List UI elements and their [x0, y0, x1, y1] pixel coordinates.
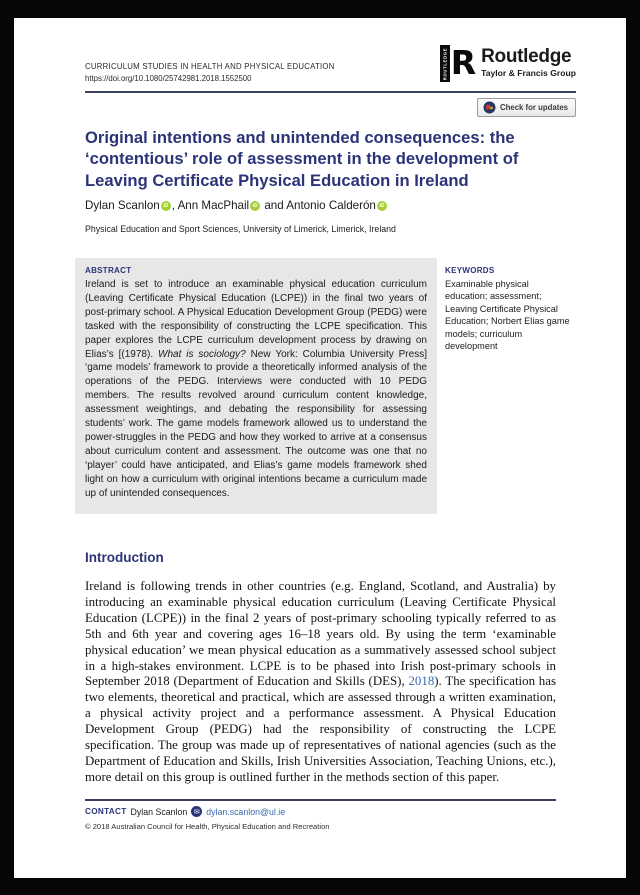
routledge-r-icon: R [450, 43, 477, 82]
author-line [85, 199, 577, 212]
orcid-icon[interactable]: iD [377, 201, 387, 211]
check-for-updates-label: Check for updates [499, 103, 568, 112]
contact-label: CONTACT [85, 807, 127, 816]
abstract-text [85, 278, 427, 501]
routledge-logo-strip-icon [440, 45, 450, 82]
orcid-icon[interactable]: iD [161, 201, 171, 211]
introduction-heading: Introduction [85, 550, 164, 565]
citation-link-des-2018[interactable]: 2018 [408, 674, 435, 689]
keywords-label: KEYWORDS [445, 266, 495, 275]
journal-name: CURRICULUM STUDIES IN HEALTH AND PHYSICAL EDUCATION [85, 62, 335, 71]
header-divider [85, 91, 576, 93]
intro-segment: ). The specification has two elements, theoretical and practical, which are assessed through a written examination, a physical activity project and a performance assessment. A Physical Education Development Group (PEDG) had the responsibility of constructing the LCPE specification. The group was made up of representatives of national agencies (such as the Department of Education and Skills, Irish Universities Association, Teaching Unions, etc.), more detail on this group is outlined further in the methods section of this paper. [85, 674, 556, 784]
abstract-box [75, 258, 437, 514]
author-name: Dylan Scanlon [85, 199, 160, 212]
abstract-segment: Ireland is set to introduce an examinable physical education curriculum (Leaving Certificate Physical Education (LCPE)) in the final two years of post-primary school. A Physical Education Development Group (PEDG) were tasked with the responsibility of constructing the LCPE specification. This paper explores the LCPE curriculum development process by drawing on Elias’s [(1978). [85, 279, 427, 360]
author-name: Antonio Calderón [286, 199, 376, 212]
abstract-book-title: What is sociology? [158, 348, 246, 360]
check-for-updates-button[interactable] [477, 98, 576, 117]
abstract-label: ABSTRACT [85, 266, 132, 275]
keywords-text: Examinable physical education; assessment; Leaving Certificate Physical Education; Norbert Elias game models; curriculum development [445, 279, 570, 352]
publisher-text-block [481, 45, 576, 78]
crossmark-icon [483, 101, 496, 114]
author-affiliation: Physical Education and Sport Sciences, University of Limerick, Limerick, Ireland [85, 224, 396, 234]
publisher-group: Taylor & Francis Group [481, 68, 576, 78]
doi-link[interactable]: https://doi.org/10.1080/25742981.2018.1552500 [85, 74, 252, 83]
intro-segment: Ireland is following trends in other countries (e.g. England, Scotland, and Australia) by introducing an examinable physical education curriculum (Leaving Certificate Physical Education (LCPE)) in the final 2 years of post-primary schooling typically referred to as 5th and 6th year and covering ages 16–18 years old. By using the term ‘examinable physical education’ we mean physical education as a summatively assessed school subject in a high-stakes environment. LCPE is to be phased into Irish post-primary schools in September 2018 (Department of Education and Skills (DES), [85, 579, 556, 689]
author-separator: and [261, 199, 287, 212]
email-icon[interactable]: ✉ [191, 806, 202, 817]
paper-page [14, 18, 626, 878]
author-name: Ann MacPhail [177, 199, 250, 212]
article-title: Original intentions and unintended consequences: the ‘contentious’ role of assessment in the development of Leaving Certificate Physical Education in Ireland [85, 128, 519, 190]
contact-email-link[interactable]: dylan.scanlon@ul.ie [206, 806, 286, 817]
contact-name: Dylan Scanlon [130, 806, 188, 817]
footer-divider [85, 799, 556, 801]
introduction-paragraph [85, 579, 556, 786]
routledge-vertical-text: ROUTLEDGE [442, 47, 448, 80]
copyright-notice: © 2018 Australian Council for Health, Physical Education and Recreation [85, 822, 330, 831]
routledge-logo [440, 45, 576, 82]
abstract-segment: New York: Columbia University Press] ‘game models’ framework to provide a theoretically informed analysis of the operations of the PEDG. Interviews were conducted with 10 PEDG members. The results revolved around curriculum content knowledge, assessment weightings, and debating the responsibility for assessing students’ work. The game models framework allowed us to understand the power-struggles in the PEDG and how they worked to arrive at a consensus about curriculum content and assessment. The outcome was one that no ‘player’ could have anticipated, and Elias’s game models framework shed light on how a curriculum with original intentions became a curriculum made up of unintended consequences. [85, 348, 427, 499]
keywords-block [445, 266, 573, 352]
contact-line [85, 806, 285, 817]
author-separator: , [171, 199, 178, 212]
orcid-icon[interactable]: iD [250, 201, 260, 211]
publisher-name: Routledge [481, 46, 572, 67]
